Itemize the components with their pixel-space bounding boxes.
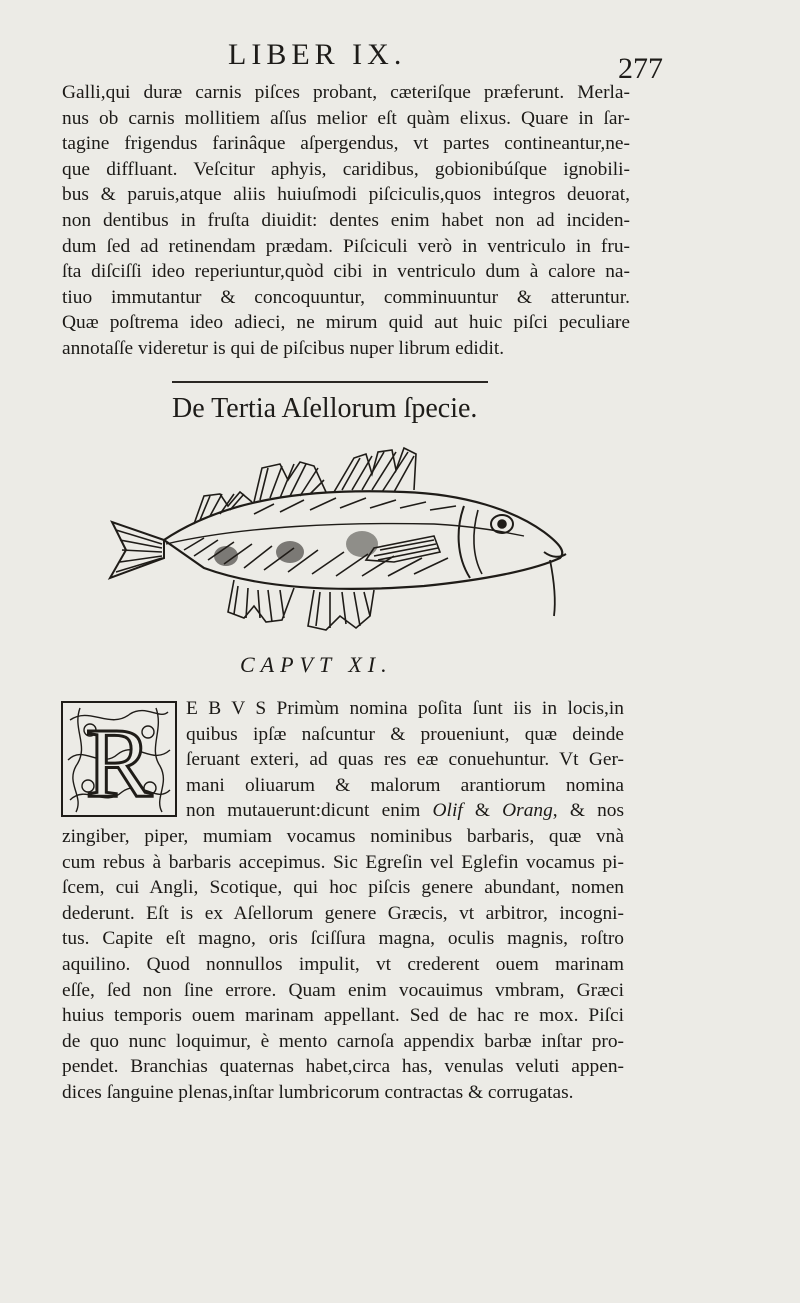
text-line: huius temporis ouem marinam appellant. Sed de hac re mox. Piſci	[62, 1005, 624, 1027]
italic-word: Orang	[502, 800, 553, 822]
text-run: &	[462, 800, 503, 822]
section-title: De Tertia Aſellorum ſpecie.	[172, 393, 478, 424]
text-line: de quo nunc loquimur, è mento carnoſa appendix barbæ inſtar pro-	[62, 1030, 624, 1052]
text-line: Galli,qui duræ carnis piſces probant, cæteriſque præferunt. Merla-	[62, 82, 630, 103]
text-line: tagine frigendus farinâque aſpergendus, vt partes contineantur,ne-	[62, 133, 630, 155]
text-line: pendet. Branchias quaternas habet,circa has, venulas veluti appen-	[62, 1056, 624, 1078]
text-line: que diffluant. Veſcitur aphyis, caridibus, gobionibúſque ignobili-	[62, 158, 630, 180]
text-line: dum ſed ad retinendam prædam. Piſciculi verò in ventriculo in fru-	[62, 235, 630, 257]
chapter-heading: CAPVT XI.	[240, 652, 393, 677]
text-line: quibus ipſæ naſcuntur & proueniunt, quæ deinde	[186, 723, 624, 745]
text-line: eſſe, ſed non ſine errore. Quam enim vocauimus vmbram, Græci	[62, 979, 624, 1001]
text-line: dices ſanguine plenas,inſtar lumbricorum contractas & corrugatas.	[62, 1081, 574, 1103]
running-head: LIBER IX.	[228, 38, 407, 71]
text-line: tus. Capite eſt magno, oris ſciſſura magna, oculis magnis, roſtro	[62, 928, 624, 950]
text-run: , & nos	[552, 800, 625, 822]
text-line: tiuo immutantur & concoquuntur, comminuuntur & atteruntur.	[62, 286, 630, 308]
text-line: non dentibus in fruſta diuidit: dentes enim habet non ad inciden-	[62, 209, 630, 231]
italic-word: Olif	[432, 800, 463, 822]
text-line: mani oliuarum & malorum arantiorum nomina	[186, 774, 624, 796]
decorated-initial-r	[60, 700, 178, 818]
text-line: dederunt. Eſt is ex Aſellorum genere Græcis, vt arbitror, incogni-	[62, 902, 624, 924]
text-line: cum rebus à barbaris accepimus. Sic Egreſin vel Eglefin vocamus pi-	[62, 851, 624, 873]
text-line: nus ob carnis mollitiem aſſus melior eſt quàm elixus. Quare in ſar-	[62, 107, 630, 129]
initial-letter: R	[85, 707, 153, 818]
text-line: ſta diſciſſi ideo reperiuntur,quòd cibi in ventriculo dum à calore na-	[62, 261, 630, 283]
text-line: ſcem, cui Angli, Scotique, qui hoc piſcis genere abundant, nomen	[62, 877, 624, 899]
text-line: zingiber, piper, mumiam vocamus nominibus barbaris, quæ vnà	[62, 826, 624, 847]
page-number: 277	[618, 52, 663, 85]
haddock-woodcut-illustration	[104, 440, 580, 636]
text-line: E B V S Primùm nomina poſita ſunt iis in locis,in	[186, 698, 624, 719]
section-rule	[172, 381, 488, 383]
chapter-body	[62, 824, 624, 1106]
text-line	[186, 798, 624, 824]
text-run: non mutauerunt:dicunt enim	[186, 800, 433, 822]
text-line: Quæ poſtrema ideo adieci, ne mirum quid aut huic piſci peculiare	[62, 312, 630, 334]
chapter-opening	[186, 696, 624, 824]
top-paragraph	[62, 80, 630, 362]
text-line: aquilino. Quod nonnullos impulit, vt crederent ouem marinam	[62, 953, 624, 975]
text-line: annotaſſe videretur is qui de piſcibus nuper librum edidit.	[62, 337, 505, 359]
text-line: bus & paruis,atque aliis huiuſmodi piſciculis,quos integros deuorat,	[62, 184, 630, 206]
text-line: ſeruant exteri, ad quas res eæ conuehuntur. Vt Ger-	[186, 749, 624, 771]
